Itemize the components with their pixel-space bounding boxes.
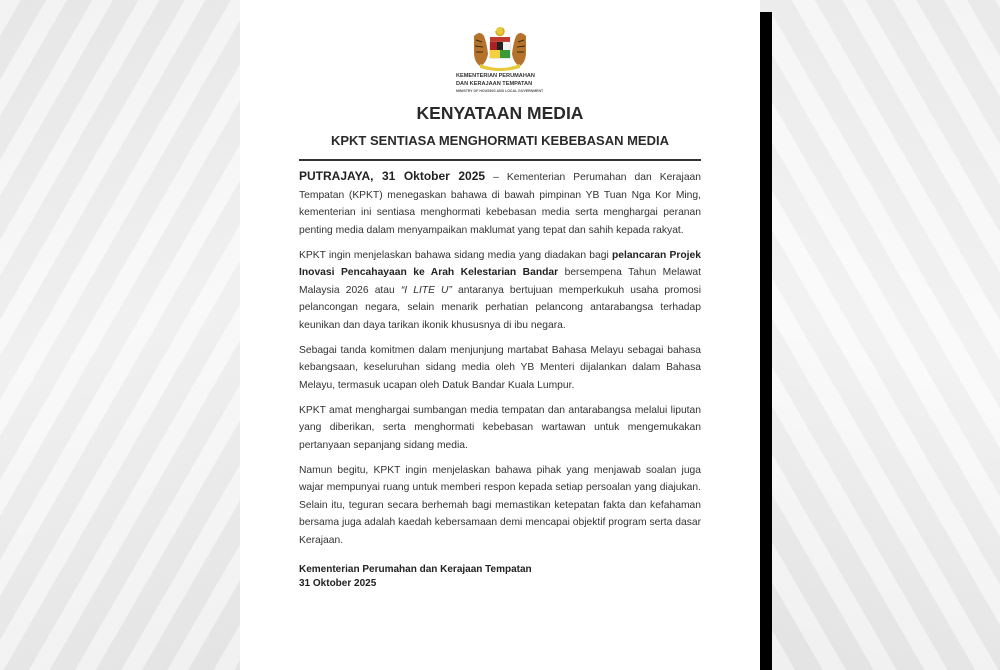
background-left (0, 0, 240, 670)
paragraph-3: Sebagai tanda komitmen dalam menjunjung martabat Bahasa Melayu sebagai bahasa kebangsaan, keseluruhan sidang media oleh YB Menteri dijalankan dalam Bahasa Melayu, termasuk ucapan oleh Datuk Bandar Kuala Lumpur. (299, 344, 701, 391)
logo-line-3: MINISTRY OF HOUSING AND LOCAL GOVERNMENT (456, 89, 544, 93)
signature-block (299, 563, 532, 591)
page-edge-shadow (760, 12, 772, 670)
paragraph-text: antaranya bertujuan memperkukuh usaha promosi pelancongan negara, selain menarik perhatian pelancong antarabangsa terhadap keunikan dan daya tarikan ikonik khususnya di ibu negara. (299, 284, 701, 331)
campaign-name: “I LITE U” (400, 284, 452, 296)
dateline: PUTRAJAYA, 31 Oktober 2025 (299, 169, 486, 183)
title-divider (299, 159, 701, 161)
logo-line-2: DAN KERAJAAN TEMPATAN (456, 81, 533, 87)
ministry-crest-logo (466, 26, 534, 72)
coat-of-arms-icon (466, 26, 534, 72)
document-title: KENYATAAN MEDIA (416, 103, 584, 123)
document-subtitle: KPKT SENTIASA MENGHORMATI KEBEBASAN MEDIA (330, 133, 669, 148)
press-release-page (240, 0, 760, 670)
paragraph-4: KPKT amat menghargai sumbangan media tempatan dan antarabangsa melalui liputan yang diberikan, serta menghormati kebebasan wartawan untuk mengemukakan pertanyaan sepanjang sidang media. (299, 404, 701, 451)
paragraph-5: Namun begitu, KPKT ingin menjelaskan bahawa pihak yang menjawab soalan juga wajar mempunyai ruang untuk memberi respon kepada setiap persoalan yang diajukan. Selain itu, teguran secara berhemah bagi memastikan ketepatan fakta dan kefahaman bersama juga adalah kaedah kebersamaan demi mencapai objektif program serta dasar Kerajaan. (299, 464, 701, 546)
signature-organization: Kementerian Perumahan dan Kerajaan Tempatan (299, 564, 532, 575)
ministry-name-logo-text (456, 72, 546, 94)
background-right (772, 0, 1000, 670)
project-name: pelancaran Projek Inovasi Pencahayaan ke Arah Kelestarian Bandar (299, 249, 701, 278)
paragraph-text: KPKT ingin menjelaskan bahawa sidang media yang diadakan bagi (299, 249, 612, 261)
document-body (299, 168, 701, 557)
logo-line-1: KEMENTERIAN PERUMAHAN (456, 73, 535, 79)
paragraph-2 (299, 247, 701, 335)
paragraph-text: – Kementerian Perumahan dan Kerajaan Tempatan (KPKT) menegaskan bahawa di bawah pimpinan YB Tuan Nga Kor Ming, kementerian ini sentiasa menghormati kebebasan media serta menghargai peranan penting media dalam menyampaikan maklumat yang tepat dan sahih kepada rakyat. (299, 172, 701, 236)
signature-date: 31 Oktober 2025 (299, 578, 377, 589)
paragraph-text: bersempena Tahun Melawat Malaysia 2026 atau (299, 267, 701, 296)
paragraph-1 (299, 168, 701, 239)
